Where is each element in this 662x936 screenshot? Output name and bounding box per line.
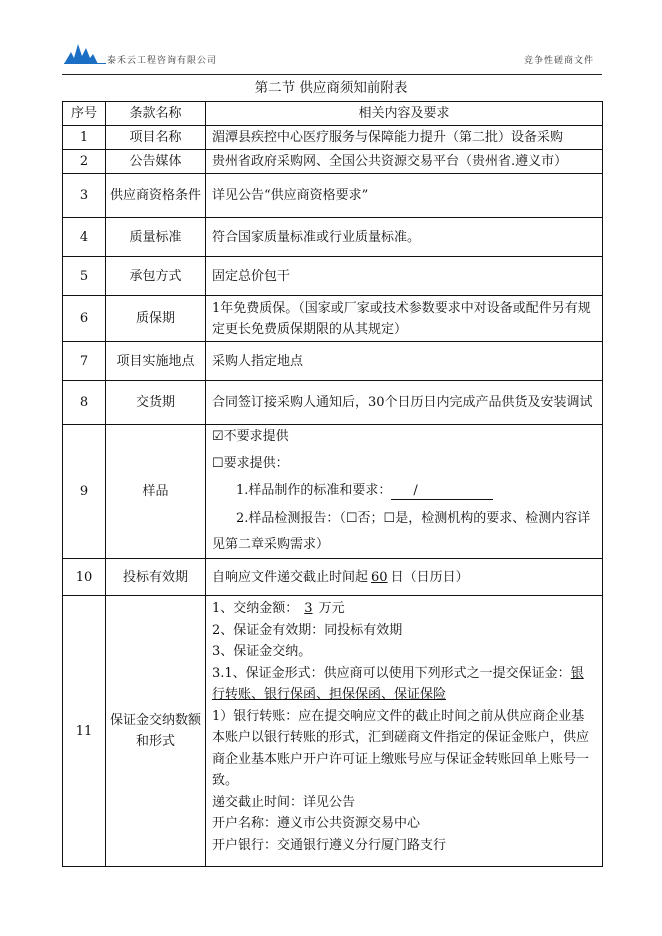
row-no: 5 — [63, 257, 106, 296]
company-name: 泰禾云工程咨询有限公司 — [107, 56, 218, 66]
table-row — [63, 559, 603, 596]
deposit-validity: 2、保证金有效期：同投标有效期 — [212, 622, 403, 638]
row-content: 符合国家质量标准或行业质量标准。 — [206, 218, 603, 257]
row-name: 项目名称 — [106, 126, 206, 150]
row-no: 3 — [63, 174, 106, 218]
deposit-amount: 3 — [304, 601, 313, 616]
table-row — [63, 218, 603, 257]
document-type: 竞争性磋商文件 — [523, 56, 594, 66]
table-header-row — [63, 102, 603, 126]
supplier-notice-table — [62, 101, 603, 867]
row-no: 6 — [63, 296, 106, 342]
deposit-payment: 3、保证金交纳。 — [212, 644, 312, 659]
validity-days: 60 — [371, 569, 388, 585]
deposit-amount-line — [212, 598, 596, 620]
row-name: 承包方式 — [106, 257, 206, 296]
row-name: 交货期 — [106, 381, 206, 425]
table-row — [63, 257, 603, 296]
sample-standard-line — [212, 479, 596, 503]
row-name: 样品 — [106, 425, 206, 559]
company-logo-icon — [64, 40, 106, 64]
table-row — [63, 150, 603, 174]
header-content: 相关内容及要求 — [206, 102, 603, 126]
row-content: 详见公告“供应商资格要求” — [206, 174, 603, 218]
row-content: 固定总价包干 — [206, 257, 603, 296]
account-name: 开户名称：遵义市公共资源交易中心 — [212, 816, 421, 831]
row-name: 投标有效期 — [106, 559, 206, 596]
table-row — [63, 296, 603, 342]
row-no: 7 — [63, 342, 106, 381]
table-row — [63, 381, 603, 425]
row-content: 合同签订接采购人通知后，30个日历日内完成产品供货及安装调试 — [206, 381, 603, 425]
row-name: 公告媒体 — [106, 150, 206, 174]
row-name: 质保期 — [106, 296, 206, 342]
row-content — [206, 425, 603, 559]
row-content: 贵州省政府采购网、全国公共资源交易平台（贵州省.遵义市） — [206, 150, 603, 174]
row-content — [206, 559, 603, 596]
row-no: 4 — [63, 218, 106, 257]
validity-prefix: 自响应文件递交截止时间起 — [212, 569, 369, 585]
sample-report-line: 2.样品检测报告：（☐否；☐是，检测机构的要求、检测内容详见第二章采购需求） — [212, 511, 591, 552]
header-no: 序号 — [63, 102, 106, 126]
header-divider — [62, 74, 602, 75]
deposit-amount-label: 1、交纳金额： — [212, 601, 299, 616]
sample-standard-value: / — [391, 482, 493, 500]
table-row — [63, 126, 603, 150]
deposit-form-options: 银行转账、银行保函、担保保函、保证保险 — [212, 665, 584, 702]
row-name: 供应商资格条件 — [106, 174, 206, 218]
account-bank: 开户银行：交通银行遵义分行厦门路支行 — [212, 837, 447, 853]
row-no: 2 — [63, 150, 106, 174]
row-content: 采购人指定地点 — [206, 342, 603, 381]
deposit-amount-unit: 万元 — [318, 601, 345, 616]
table-row — [63, 342, 603, 381]
table-row — [63, 174, 603, 218]
row-no: 9 — [63, 425, 106, 559]
section-title: 第二节 供应商须知前附表 — [254, 80, 408, 96]
row-content — [206, 596, 603, 867]
deposit-form-label: 3.1、保证金形式：供应商可以使用下列形式之一提交保证金： — [212, 665, 571, 681]
row-no: 1 — [63, 126, 106, 150]
sample-not-required-checkbox[interactable]: ☑不要求提供 — [212, 429, 289, 444]
sample-required-checkbox[interactable]: ☐要求提供： — [212, 456, 289, 471]
row-name: 质量标准 — [106, 218, 206, 257]
row-no: 11 — [63, 596, 106, 867]
row-content: 1年免费质保。（国家或厂家或技术参数要求中对设备或配件另有规定更长免费质保期限的从其规定） — [206, 296, 603, 342]
deadline-line: 递交截止时间：详见公告 — [212, 794, 356, 810]
header-name: 条款名称 — [106, 102, 206, 126]
sample-standard-label: 1.样品制作的标准和要求： — [236, 483, 392, 498]
deposit-form — [212, 663, 596, 706]
table-row — [63, 425, 603, 559]
validity-suffix: 日（日历日） — [390, 569, 469, 585]
table-row — [63, 596, 603, 867]
bank-transfer-note: 1）银行转账：应在提交响应文件的截止时间之前从供应商企业基本账户以银行转账的形式，汇到磋商文件指定的保证金账户，供应商企业基本账户开户许可证上缴账号应与保证金转账回单上账号一致。 — [212, 708, 590, 788]
row-no: 8 — [63, 381, 106, 425]
row-name: 保证金交纳数额和形式 — [106, 596, 206, 867]
row-content: 湄潭县疾控中心医疗服务与保障能力提升（第二批）设备采购 — [206, 126, 603, 150]
row-name: 项目实施地点 — [106, 342, 206, 381]
row-no: 10 — [63, 559, 106, 596]
